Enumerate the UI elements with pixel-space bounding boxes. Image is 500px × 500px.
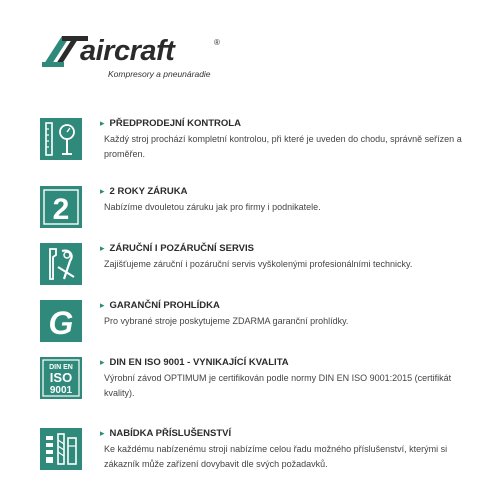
feature-title: ▸ 2 ROKY ZÁRUKA — [100, 186, 187, 197]
logo-wordmark: aircraft — [80, 35, 175, 67]
feature-description: Výrobní závod OPTIMUM je certifikován podle normy DIN EN ISO 9001:2015 (certifikát kvality). — [104, 373, 452, 398]
feature-title: ▸ ZÁRUČNÍ I POZÁRUČNÍ SERVIS — [100, 243, 254, 254]
iso-line-2: ISO — [49, 370, 73, 385]
feature-title: ▸ DIN EN ISO 9001 - VYNIKAJÍCÍ KVALITA — [100, 357, 289, 368]
feature-description: Zajišťujeme záruční i pozáruční servis vyškolenými profesionálními technicky. — [104, 259, 413, 269]
number-two-icon — [40, 186, 82, 228]
measuring-tools-icon — [40, 118, 82, 160]
letter-g-icon — [40, 300, 82, 342]
accessories-icon — [40, 428, 82, 470]
feature-description: Pro vybrané stroje poskytujeme ZDARMA garanční prohlídky. — [104, 316, 349, 326]
feature-title: ▸ GARANČNÍ PROHLÍDKA — [100, 300, 220, 311]
icon-letter: G — [48, 305, 74, 341]
iso-line-1: DIN EN — [49, 364, 73, 371]
icon-number: 2 — [52, 193, 70, 226]
feature-description: Každý stroj prochází kompletní kontrolou, při které je uveden do chodu, správně seřízen a proměřen. — [104, 134, 462, 159]
feature-title: ▸ NABÍDKA PŘÍSLUŠENSTVÍ — [100, 428, 231, 439]
iso-line-3: 9001 — [49, 385, 73, 396]
feature-description: Ke každému nabízenému stroji nabízíme celou řadu možného příslušenství, kterými si zákazník může zařízení dovybavit dle svých požadavků. — [104, 444, 448, 469]
iso-certificate-icon — [40, 357, 82, 399]
feature-description: Nabízíme dvouletou záruku jak pro firmy i podnikatele. — [104, 202, 321, 212]
brand-logo — [40, 34, 230, 86]
logo-tagline: Kompresory a pneunáradie — [108, 69, 211, 79]
logo-registered-mark: ® — [214, 38, 220, 47]
service-tools-icon — [40, 243, 82, 285]
feature-title: ▸ PŘEDPRODEJNÍ KONTROLA — [100, 118, 241, 129]
